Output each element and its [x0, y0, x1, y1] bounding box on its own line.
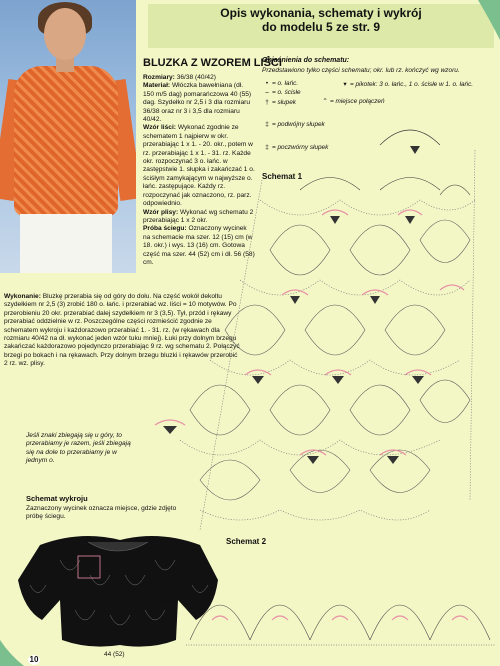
sizes-text: 36/38 (40/42): [174, 74, 216, 81]
material-text: Włóczka bawełniana (dł. 150 m/5 dag) pomarańczowa 40 (55) dag. Szydełko nr 2,5 i 3 dla rozmiaru 36/38 oraz nr 3 i 3,5 dla rozmiaru 40/42.: [143, 82, 252, 124]
double-crochet-icon: †: [265, 99, 269, 106]
legend-title: Objaśnienia do schematu:: [262, 57, 350, 64]
edging-pattern-label: Wzór plisy:: [143, 208, 179, 216]
schema-1-top-fans: [300, 130, 470, 195]
leaf-pattern-label: Wzór liści:: [143, 124, 176, 132]
gauge-text: Oznaczony wycinek na schemacie ma szer. 12 (15) cm (w 18. okr.) i wys. 13 (16) cm. Gotowa część ma szer. 44 (52) cm i dł. 56 (58) cm.: [143, 225, 255, 266]
page-number: 10: [29, 655, 39, 664]
legend-text-slip: = o. ścisłe: [272, 89, 301, 96]
execution-label: Wykonanie:: [4, 293, 41, 300]
legend-text-join: = miejsce połączeń: [330, 98, 385, 105]
schema-1-pink-fans: [155, 210, 464, 455]
sizes-label: Rozmiary:: [143, 74, 175, 81]
material-label: Materiał:: [143, 82, 171, 90]
slip-stitch-icon: ⌢: [264, 89, 270, 96]
stitch-note: Jeśli znaki zbiegają się u góry, to przerabiamy je razem, jeśli zbiegają się na dole to przerabiamy je w jednym o.: [26, 432, 131, 465]
legend-text-quad: = poczwórny słupek: [272, 144, 329, 151]
schematic-cut-description: Zaznaczony wycinek oznacza miejsce, gdzie zdjęto próbę ściegu.: [26, 505, 177, 521]
legend-text-picot: = pikotek: 3 o. łańc., 1 o. ścisłe w 1. o. łańc.: [350, 81, 474, 88]
legend-text-dc: = słupek: [272, 99, 296, 106]
header-line-1: Opis wykonania, schematy i wykrój: [220, 6, 422, 20]
treble-crochet-icon: ‡: [265, 121, 269, 128]
leaf-pattern-text: Wykonać zgodnie ze schematem 1 najpierw w okr. przerabiając 1 x 1. - 20. okr., potem w rz. przerabiając 1 x 1. - 31. rz. Każde okr. rozpoczynać 3 o. łańc. w zastępstwie 1. słupka i zakańczać 1 o. ściśłym zamykającym w najwyższe o. łańc. zastępujące. Każdy rz. rozpoczynać jak oznaczono, rz. parz. odpowiednio.: [143, 124, 255, 208]
header-line-2: do modelu 5 ze str. 9: [261, 20, 381, 34]
schema-1-dark-fans: [163, 146, 424, 464]
article-title: BLUZKA Z WZOREM LIŚCI: [143, 57, 282, 69]
legend-text-chain: = o. łańc.: [272, 80, 299, 87]
schema-1-chart: [155, 130, 475, 530]
dimension-width: 44 (52): [104, 651, 125, 658]
chain-stitch-icon: •: [265, 80, 269, 87]
schema-1-chain-arcs: [180, 150, 475, 530]
schema-2-label: Schemat 2: [226, 537, 267, 546]
edging-pattern-text: Wykonać wg schematu 2 przerabiając 1 x 2 okr.: [143, 208, 254, 224]
picot-icon: ▾: [343, 81, 347, 88]
schema-2-chart: [186, 605, 495, 645]
join-point-icon: ⌃: [322, 98, 328, 105]
schematic-cut-label: Schemat wykroju: [26, 494, 88, 503]
garment-schematic: [18, 536, 218, 647]
legend-subtitle: Przedstawiono tylko części schematu; okr. lub rz. kończyć wg wzoru.: [262, 67, 460, 74]
gauge-label: Próba ściegu:: [143, 225, 187, 233]
execution-text: Bluzkę przerabia się od góry do dołu. Na część wokół dekoltu szydełkiem nr 2,5 (3) zrobić 180 o. łańc. i przerabiać wz. liści = 10 motywów. Po przerobieniu 20 okr. przerabiać dalej szydełkiem nr 3 (3,5). Tył, przód i rękawy przerabiać oddzielnie w rz. Poszczególne części rozmieścić zgodnie ze schematem wykroju i każdorazowo przerabiać 1. - 31. rz. (w rękawach dla rozmiaru 40/42 na dł. wykonać jeden wzór tuku mniej). Łuki przy dolnym brzegu zakańczać każdorazowo pojedynczo przerabiając 9 rz. wg schematu 2. Połączyć brzegi po bokach i na rękawach. Przy dolnym brzegu bluzki i rękawów przerobić 2 rz. wz. plisy.: [4, 293, 240, 368]
legend-text-tr: = podwójny słupek: [272, 121, 325, 128]
dimension-height-alt: (58): [162, 598, 174, 605]
schema-1-label: Schemat 1: [262, 172, 303, 181]
schema-1-pineapples: [190, 220, 470, 500]
dimension-height: 59: [162, 590, 170, 597]
quadruple-treble-icon: ‡: [265, 144, 269, 151]
